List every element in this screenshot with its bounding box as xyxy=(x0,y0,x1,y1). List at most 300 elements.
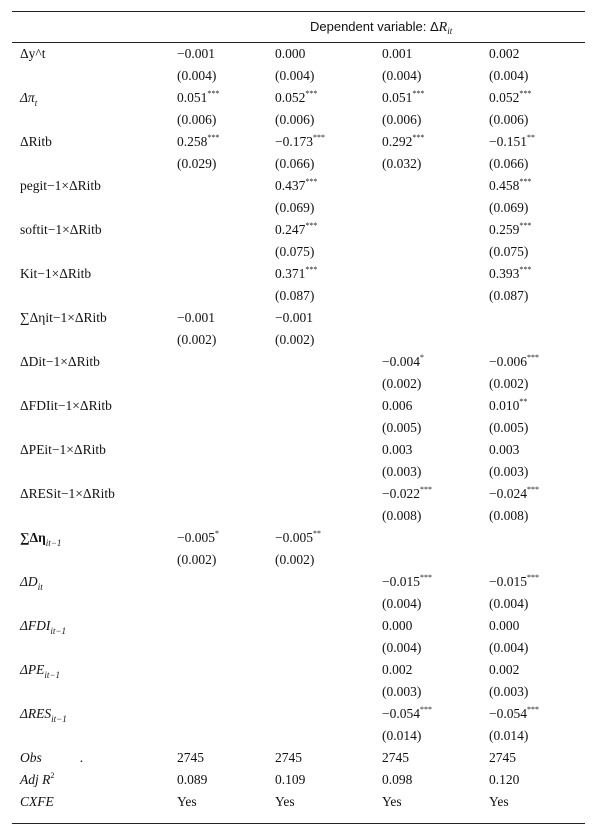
cell-model-2 xyxy=(275,505,382,527)
row-label-text: Δπ xyxy=(20,90,35,105)
significance-stars: *** xyxy=(305,221,318,230)
table-row-std-error xyxy=(12,549,585,571)
table-row-std-error xyxy=(12,241,585,263)
row-label-text: ΔFDIit−1×ΔRitb xyxy=(20,398,112,413)
row-label xyxy=(12,615,177,637)
coefficient-value: 0.098 xyxy=(382,772,413,787)
significance-stars: ** xyxy=(313,529,321,538)
cell-model-3 xyxy=(382,417,489,439)
std-error-value: (0.014) xyxy=(489,728,529,743)
row-label-text: ΔRES xyxy=(20,706,52,721)
std-error-value: (0.066) xyxy=(275,156,315,171)
std-error-value: (0.004) xyxy=(489,68,529,83)
cell-model-2 xyxy=(275,527,382,549)
cell-model-3 xyxy=(382,725,489,747)
significance-stars: *** xyxy=(519,265,532,274)
row-label xyxy=(12,395,177,417)
cell-model-1 xyxy=(177,395,275,417)
row-label xyxy=(12,659,177,681)
row-label xyxy=(12,527,177,549)
cell-model-2 xyxy=(275,43,382,65)
cell-model-3 xyxy=(382,593,489,615)
cell-model-3 xyxy=(382,769,489,791)
table-row-std-error xyxy=(12,329,585,351)
significance-stars: *** xyxy=(412,89,425,98)
cell-model-3 xyxy=(382,109,489,131)
table-row-std-error xyxy=(12,197,585,219)
cell-model-3 xyxy=(382,791,489,813)
std-error-value: (0.005) xyxy=(489,420,529,435)
table-row xyxy=(12,219,585,241)
cell-model-1 xyxy=(177,571,275,593)
cell-model-1 xyxy=(177,175,275,197)
cell-model-2 xyxy=(275,681,382,703)
cell-model-1 xyxy=(177,43,275,65)
coefficient-value: Yes xyxy=(489,794,509,809)
cell-model-4 xyxy=(489,285,585,307)
cell-model-2 xyxy=(275,483,382,505)
row-label xyxy=(12,769,177,791)
table-row-std-error xyxy=(12,65,585,87)
std-error-value: (0.029) xyxy=(177,156,217,171)
significance-stars: *** xyxy=(305,177,318,186)
coefficient-value: −0.004 xyxy=(382,354,420,369)
coefficient-value: 0.371 xyxy=(275,266,306,281)
std-error-value: (0.004) xyxy=(489,640,529,655)
significance-stars: *** xyxy=(313,133,325,142)
cell-model-3 xyxy=(382,175,489,197)
significance-stars: * xyxy=(420,353,424,362)
cell-model-1 xyxy=(177,87,275,109)
row-label xyxy=(12,263,177,285)
cell-model-2 xyxy=(275,307,382,329)
coefficient-value: 0.258 xyxy=(177,134,208,149)
cell-model-1 xyxy=(177,681,275,703)
cell-model-3 xyxy=(382,483,489,505)
std-error-value: (0.003) xyxy=(382,464,422,479)
cell-model-3 xyxy=(382,263,489,285)
cell-model-2 xyxy=(275,373,382,395)
cell-model-1 xyxy=(177,483,275,505)
std-error-value: (0.002) xyxy=(489,376,529,391)
cell-model-1 xyxy=(177,263,275,285)
coefficient-value: −0.022 xyxy=(382,486,420,501)
coefficient-value: −0.015 xyxy=(382,574,420,589)
cell-model-1 xyxy=(177,461,275,483)
std-error-value: (0.004) xyxy=(382,640,422,655)
cell-model-4 xyxy=(489,769,585,791)
cell-model-3 xyxy=(382,703,489,725)
row-label-subscript: it−1 xyxy=(44,670,60,680)
cell-model-2 xyxy=(275,461,382,483)
table-row xyxy=(12,659,585,681)
row-label xyxy=(12,439,177,461)
table-row xyxy=(12,527,585,549)
cell-model-4 xyxy=(489,175,585,197)
coefficient-value: 0.002 xyxy=(382,662,413,677)
cell-model-4 xyxy=(489,307,585,329)
cell-model-4 xyxy=(489,747,585,769)
bottom-rule xyxy=(12,823,585,824)
std-error-value: (0.066) xyxy=(489,156,529,171)
cell-model-3 xyxy=(382,681,489,703)
cell-model-4 xyxy=(489,593,585,615)
cell-model-4 xyxy=(489,43,585,65)
std-error-value: (0.003) xyxy=(382,684,422,699)
significance-stars: *** xyxy=(207,89,220,98)
regression-table xyxy=(12,11,585,813)
cell-model-3 xyxy=(382,87,489,109)
row-label-text: softit−1×ΔRitb xyxy=(20,222,102,237)
coefficient-value: 0.051 xyxy=(382,90,413,105)
row-label xyxy=(12,197,177,219)
row-label xyxy=(12,747,177,769)
row-label xyxy=(12,417,177,439)
coefficient-value: 2745 xyxy=(177,750,204,765)
row-label-text: ΔRitb xyxy=(20,134,52,149)
cell-model-3 xyxy=(382,615,489,637)
cell-model-4 xyxy=(489,703,585,725)
cell-model-1 xyxy=(177,307,275,329)
cell-model-1 xyxy=(177,791,275,813)
row-label xyxy=(12,87,177,109)
cell-model-1 xyxy=(177,219,275,241)
cell-model-3 xyxy=(382,351,489,373)
significance-stars: *** xyxy=(527,573,539,582)
std-error-value: (0.004) xyxy=(177,68,217,83)
coefficient-value: 0.000 xyxy=(489,618,520,633)
cell-model-3 xyxy=(382,285,489,307)
cell-model-3 xyxy=(382,439,489,461)
row-label-text: ∑Δη xyxy=(20,530,46,545)
row-label-text: ΔPEit−1×ΔRitb xyxy=(20,442,106,457)
coefficient-value: 0.006 xyxy=(382,398,413,413)
table-row-std-error xyxy=(12,285,585,307)
coefficient-value: 0.292 xyxy=(382,134,413,149)
coefficient-value: −0.054 xyxy=(382,706,420,721)
std-error-value: (0.004) xyxy=(489,596,529,611)
row-label xyxy=(12,373,177,395)
cell-model-2 xyxy=(275,417,382,439)
row-label-text: ΔD xyxy=(20,574,38,589)
coefficient-value: 0.002 xyxy=(489,46,520,61)
cell-model-3 xyxy=(382,527,489,549)
table-row xyxy=(12,175,585,197)
cell-model-1 xyxy=(177,285,275,307)
cell-model-2 xyxy=(275,263,382,285)
cell-model-4 xyxy=(489,483,585,505)
significance-stars: ** xyxy=(519,397,528,406)
row-label-subscript: t xyxy=(34,98,38,108)
std-error-value: (0.004) xyxy=(382,68,422,83)
table-header xyxy=(12,12,585,42)
coefficient-value: 0.010 xyxy=(489,398,520,413)
table-row-std-error xyxy=(12,109,585,131)
cell-model-4 xyxy=(489,131,585,153)
cell-model-3 xyxy=(382,505,489,527)
std-error-value: (0.008) xyxy=(489,508,529,523)
significance-stars: *** xyxy=(412,133,425,142)
row-label xyxy=(12,285,177,307)
cell-model-2 xyxy=(275,615,382,637)
cell-model-4 xyxy=(489,681,585,703)
significance-stars: *** xyxy=(519,177,532,186)
cell-model-3 xyxy=(382,219,489,241)
cell-model-2 xyxy=(275,659,382,681)
cell-model-4 xyxy=(489,505,585,527)
table-row xyxy=(12,43,585,65)
cell-model-4 xyxy=(489,461,585,483)
row-label xyxy=(12,65,177,87)
cell-model-2 xyxy=(275,219,382,241)
table-row xyxy=(12,703,585,725)
coefficient-value: 0.052 xyxy=(275,90,306,105)
coefficient-value: 0.001 xyxy=(382,46,413,61)
cell-model-2 xyxy=(275,725,382,747)
coefficient-value: −0.006 xyxy=(489,354,527,369)
significance-stars: *** xyxy=(420,573,432,582)
table-row-std-error xyxy=(12,593,585,615)
std-error-value: (0.006) xyxy=(177,112,217,127)
row-label xyxy=(12,549,177,571)
coefficient-value: 0.109 xyxy=(275,772,306,787)
cell-model-4 xyxy=(489,637,585,659)
row-label xyxy=(12,791,177,813)
table-row xyxy=(12,769,585,791)
table-row xyxy=(12,131,585,153)
cell-model-1 xyxy=(177,153,275,175)
row-label-text: Kit−1×ΔRitb xyxy=(20,266,92,281)
coefficient-value: 0.458 xyxy=(489,178,520,193)
cell-model-4 xyxy=(489,153,585,175)
row-label xyxy=(12,725,177,747)
cell-model-1 xyxy=(177,109,275,131)
row-label xyxy=(12,175,177,197)
significance-stars: *** xyxy=(420,485,432,494)
cell-model-3 xyxy=(382,659,489,681)
cell-model-4 xyxy=(489,329,585,351)
std-error-value: (0.002) xyxy=(177,552,217,567)
table-row xyxy=(12,571,585,593)
cell-model-4 xyxy=(489,725,585,747)
cell-model-1 xyxy=(177,439,275,461)
coefficient-value: 0.003 xyxy=(382,442,413,457)
cell-model-3 xyxy=(382,373,489,395)
row-label-text: pegit−1×ΔRitb xyxy=(20,178,101,193)
table-row xyxy=(12,395,585,417)
cell-model-1 xyxy=(177,747,275,769)
significance-stars: *** xyxy=(305,265,318,274)
cell-model-2 xyxy=(275,747,382,769)
cell-model-4 xyxy=(489,659,585,681)
coefficient-value: −0.024 xyxy=(489,486,527,501)
std-error-value: (0.002) xyxy=(275,552,315,567)
cell-model-4 xyxy=(489,219,585,241)
row-label xyxy=(12,131,177,153)
table-row-std-error xyxy=(12,417,585,439)
cell-model-2 xyxy=(275,571,382,593)
table-row-std-error xyxy=(12,153,585,175)
row-label-subscript: it−1 xyxy=(50,626,66,636)
std-error-value: (0.005) xyxy=(382,420,422,435)
coefficient-value: 0.002 xyxy=(489,662,520,677)
coefficient-value: 0.051 xyxy=(177,90,208,105)
cell-model-1 xyxy=(177,351,275,373)
row-label xyxy=(12,593,177,615)
row-label xyxy=(12,681,177,703)
std-error-value: (0.006) xyxy=(489,112,529,127)
cell-model-1 xyxy=(177,637,275,659)
coefficient-value: Yes xyxy=(382,794,402,809)
coefficient-value: 2745 xyxy=(382,750,409,765)
std-error-value: (0.087) xyxy=(275,288,315,303)
coefficient-value: −0.001 xyxy=(177,46,215,61)
cell-model-3 xyxy=(382,197,489,219)
row-label-text: ΔFDI xyxy=(20,618,51,633)
header-label: Dependent variable: Δ xyxy=(310,19,439,34)
table-row-std-error xyxy=(12,461,585,483)
cell-model-2 xyxy=(275,241,382,263)
coefficient-value: −0.005 xyxy=(275,530,313,545)
significance-stars: *** xyxy=(527,485,539,494)
row-label-text: Obs xyxy=(20,750,42,765)
cell-model-2 xyxy=(275,791,382,813)
std-error-value: (0.069) xyxy=(275,200,315,215)
significance-stars: *** xyxy=(519,89,532,98)
coefficient-value: 0.120 xyxy=(489,772,520,787)
significance-stars: ** xyxy=(527,133,535,142)
cell-model-2 xyxy=(275,549,382,571)
cell-model-4 xyxy=(489,439,585,461)
row-label-subscript: it−1 xyxy=(51,714,67,724)
significance-stars: *** xyxy=(519,221,532,230)
std-error-value: (0.002) xyxy=(275,332,315,347)
header-var: R xyxy=(438,20,448,35)
cell-model-4 xyxy=(489,395,585,417)
coefficient-value: 2745 xyxy=(275,750,302,765)
cell-model-1 xyxy=(177,329,275,351)
table-row-std-error xyxy=(12,637,585,659)
cell-model-1 xyxy=(177,417,275,439)
cell-model-4 xyxy=(489,109,585,131)
cell-model-1 xyxy=(177,725,275,747)
row-label xyxy=(12,505,177,527)
cell-model-3 xyxy=(382,131,489,153)
cell-model-3 xyxy=(382,637,489,659)
row-label xyxy=(12,637,177,659)
cell-model-2 xyxy=(275,439,382,461)
cell-model-4 xyxy=(489,241,585,263)
coefficient-value: 0.000 xyxy=(382,618,413,633)
std-error-value: (0.075) xyxy=(275,244,315,259)
row-label-text: CXFE xyxy=(20,794,54,809)
significance-stars: *** xyxy=(305,89,318,98)
std-error-value: (0.006) xyxy=(275,112,315,127)
coefficient-value: 0.437 xyxy=(275,178,306,193)
significance-stars: *** xyxy=(207,133,220,142)
cell-model-4 xyxy=(489,615,585,637)
cell-model-2 xyxy=(275,329,382,351)
cell-model-2 xyxy=(275,65,382,87)
significance-stars: * xyxy=(215,529,219,538)
coefficient-value: 0.393 xyxy=(489,266,520,281)
header-sub: it xyxy=(447,26,453,36)
std-error-value: (0.069) xyxy=(489,200,529,215)
coefficient-value: 0.000 xyxy=(275,46,306,61)
significance-stars: *** xyxy=(527,353,539,362)
table-row-std-error xyxy=(12,373,585,395)
cell-model-1 xyxy=(177,659,275,681)
coefficient-value: −0.054 xyxy=(489,706,527,721)
cell-model-2 xyxy=(275,197,382,219)
cell-model-2 xyxy=(275,87,382,109)
row-label-text: ΔRESit−1×ΔRitb xyxy=(20,486,115,501)
table-row-std-error xyxy=(12,681,585,703)
row-label-text: ΔPE xyxy=(20,662,45,677)
cell-model-2 xyxy=(275,131,382,153)
row-label xyxy=(12,109,177,131)
coefficient-value: −0.151 xyxy=(489,134,527,149)
cell-model-4 xyxy=(489,351,585,373)
coefficient-value: 0.089 xyxy=(177,772,208,787)
cell-model-4 xyxy=(489,417,585,439)
cell-model-4 xyxy=(489,87,585,109)
table-row-std-error xyxy=(12,725,585,747)
coefficient-value: −0.005 xyxy=(177,530,215,545)
row-label-subscript: it xyxy=(37,582,43,592)
coefficient-value: 2745 xyxy=(489,750,516,765)
row-label xyxy=(12,153,177,175)
table-row xyxy=(12,747,585,769)
table-row xyxy=(12,615,585,637)
cell-model-4 xyxy=(489,373,585,395)
std-error-value: (0.002) xyxy=(177,332,217,347)
row-label-text: Adj R xyxy=(20,772,51,787)
cell-model-4 xyxy=(489,527,585,549)
row-label xyxy=(12,307,177,329)
coefficient-value: 0.259 xyxy=(489,222,520,237)
cell-model-3 xyxy=(382,65,489,87)
cell-model-1 xyxy=(177,703,275,725)
cell-model-2 xyxy=(275,593,382,615)
cell-model-4 xyxy=(489,197,585,219)
row-label-superscript: 2 xyxy=(50,771,55,780)
coefficient-value: Yes xyxy=(177,794,197,809)
coefficient-value: −0.015 xyxy=(489,574,527,589)
cell-model-2 xyxy=(275,769,382,791)
std-error-value: (0.003) xyxy=(489,464,529,479)
cell-model-2 xyxy=(275,703,382,725)
cell-model-3 xyxy=(382,241,489,263)
std-error-value: (0.008) xyxy=(382,508,422,523)
row-label xyxy=(12,483,177,505)
std-error-value: (0.003) xyxy=(489,684,529,699)
table-row xyxy=(12,307,585,329)
cell-model-3 xyxy=(382,549,489,571)
cell-model-1 xyxy=(177,241,275,263)
table-row xyxy=(12,351,585,373)
cell-model-1 xyxy=(177,197,275,219)
std-error-value: (0.006) xyxy=(382,112,422,127)
coefficient-value: 0.247 xyxy=(275,222,306,237)
cell-model-1 xyxy=(177,131,275,153)
std-error-value: (0.002) xyxy=(382,376,422,391)
row-label xyxy=(12,43,177,65)
row-label xyxy=(12,351,177,373)
significance-stars: *** xyxy=(527,705,539,714)
cell-model-4 xyxy=(489,791,585,813)
row-label-text: ΔDit−1×ΔRitb xyxy=(20,354,100,369)
